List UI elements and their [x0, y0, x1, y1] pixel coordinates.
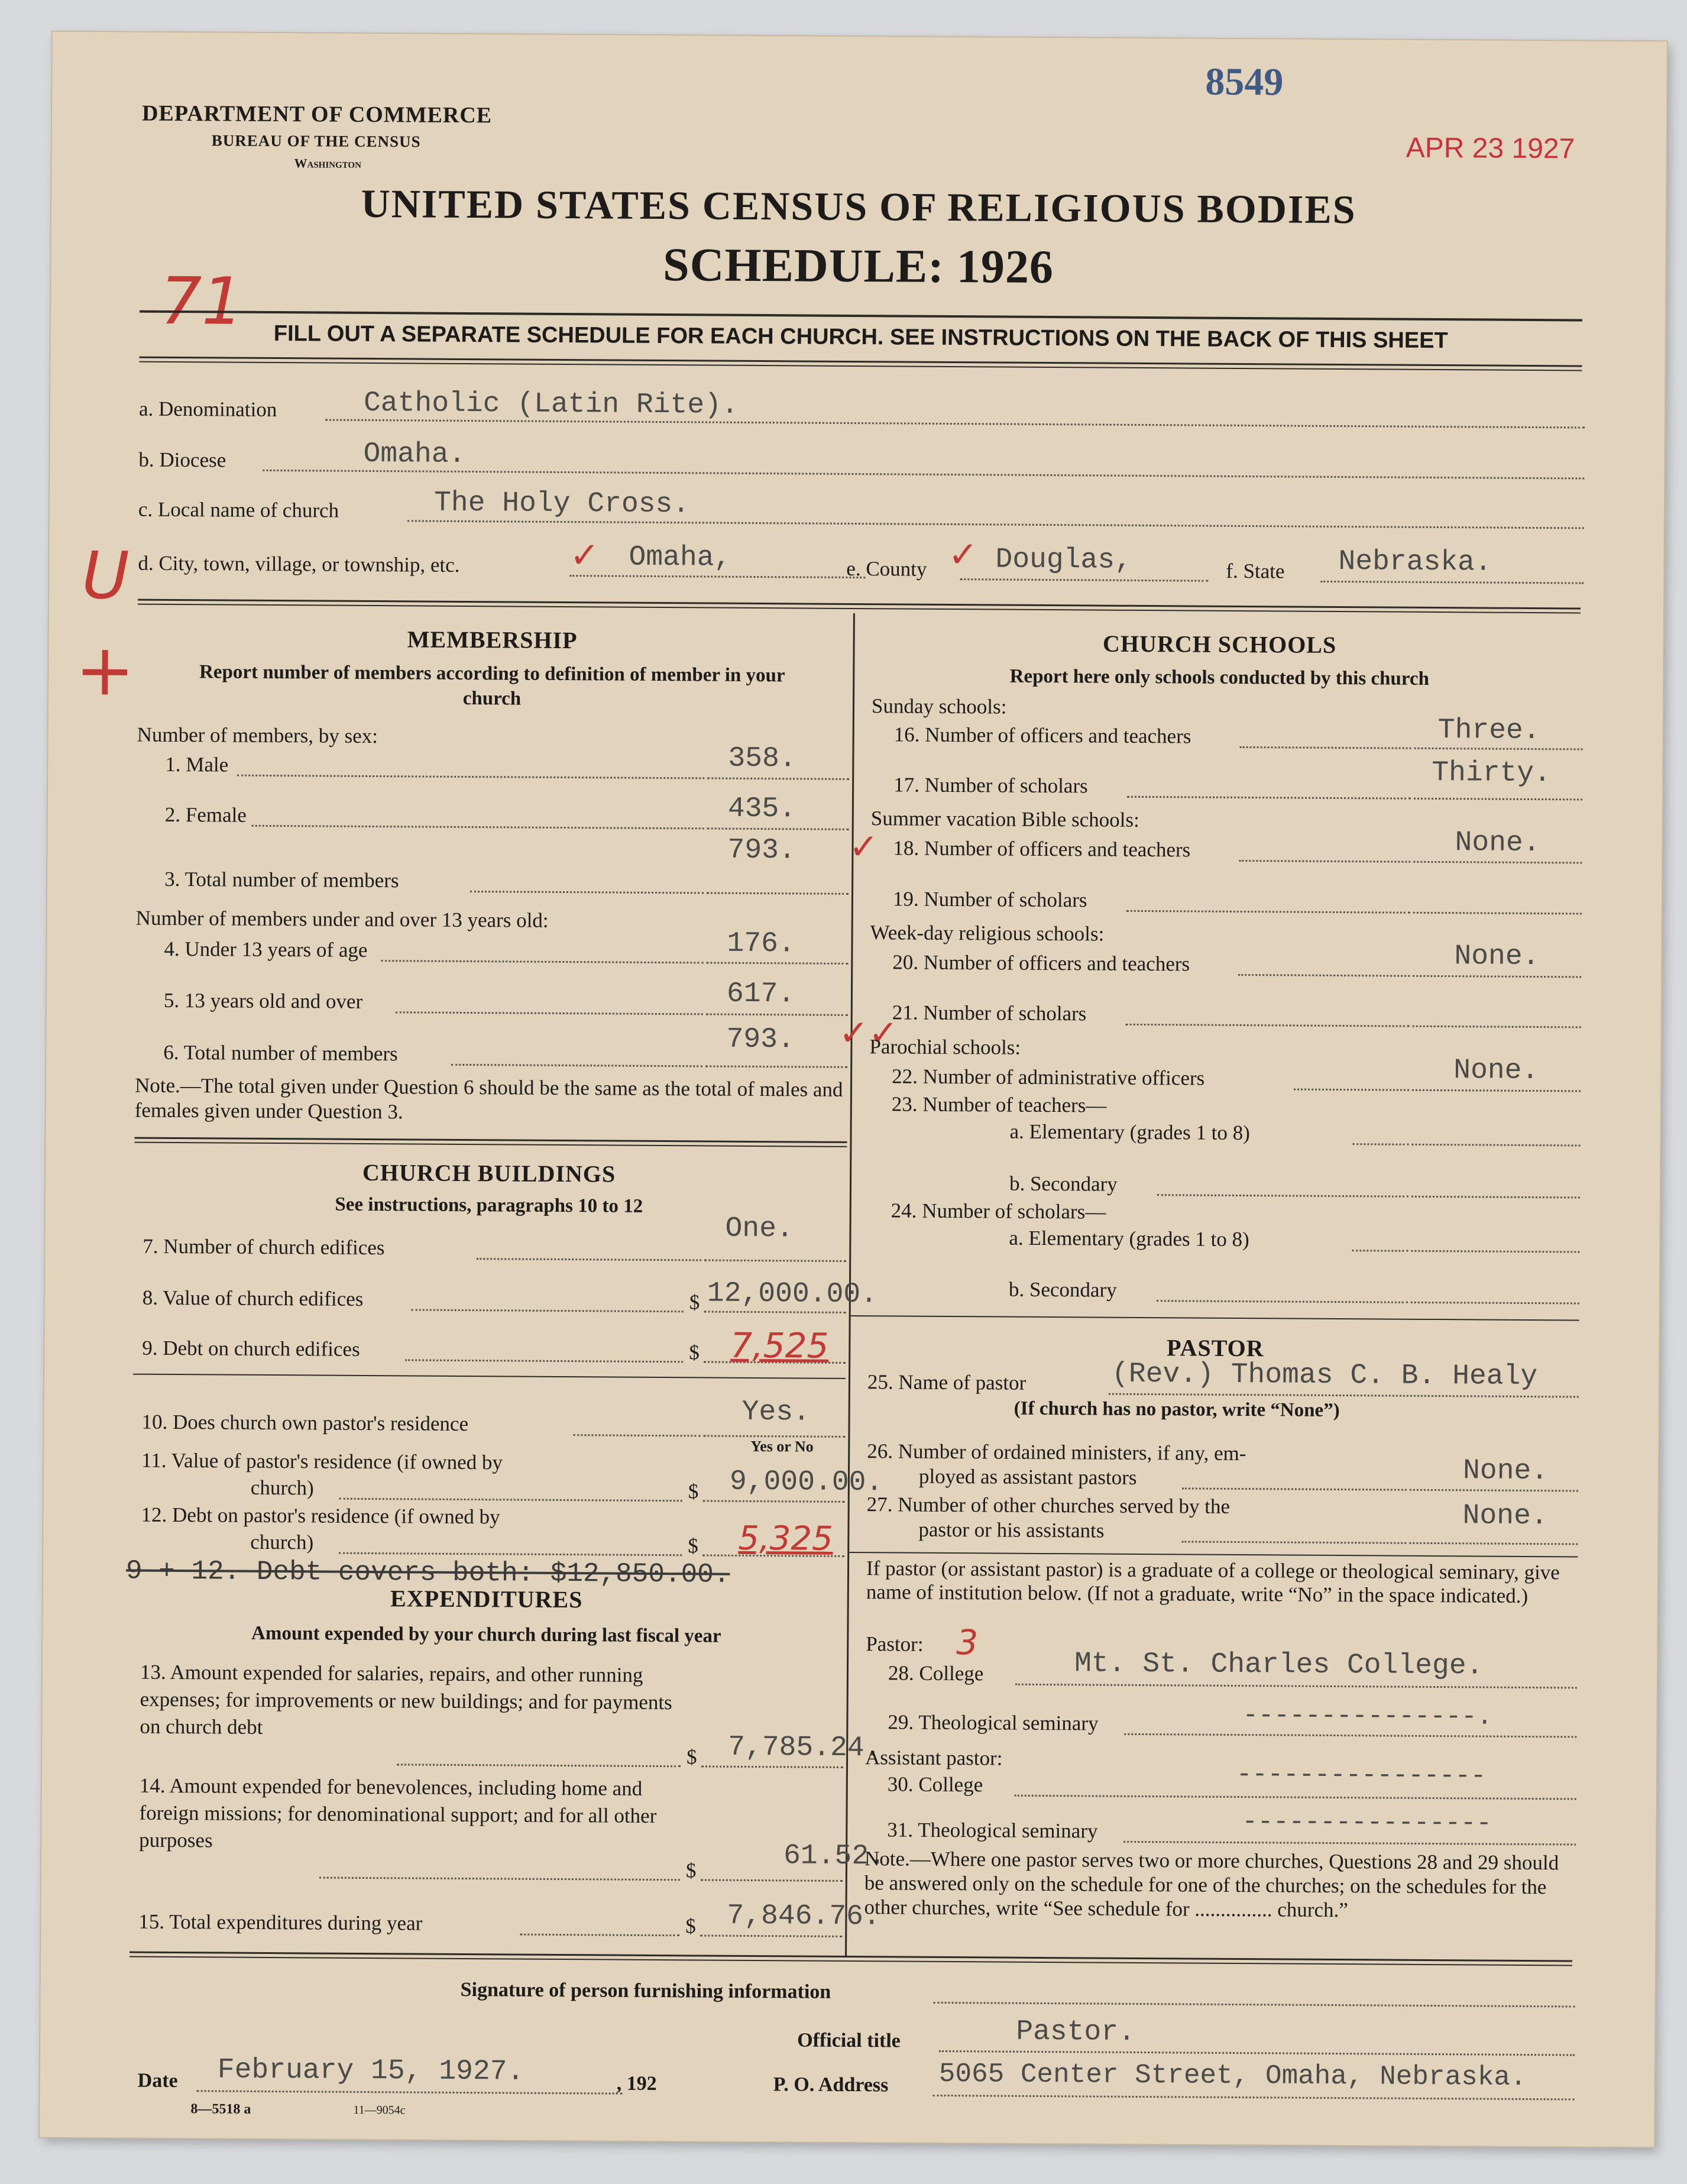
state-label: f. State [1226, 559, 1285, 583]
handwritten-3: 3 [956, 1622, 979, 1663]
q10-label: 10. Does church own pastor's residence [141, 1410, 469, 1436]
q19-label: 19. Number of scholars [892, 887, 1087, 912]
q18-value[interactable]: None. [1455, 827, 1540, 860]
q17-value[interactable]: Thirty. [1432, 756, 1552, 790]
handwritten-71: 71 [160, 263, 244, 339]
q13-dollar: $ [686, 1745, 697, 1769]
schools-heading: CHURCH SCHOOLS [1102, 630, 1337, 658]
official-title-value[interactable]: Pastor. [1016, 2015, 1136, 2049]
q27-label-line2: pastor or his assistants [918, 1518, 1105, 1542]
form-subtitle: SCHEDULE: 1926 [662, 239, 1054, 294]
q6-label: 6. Total number of members [163, 1040, 398, 1066]
bureau-city: Washington [294, 156, 362, 171]
denomination-value[interactable]: Catholic (Latin Rite). [363, 387, 739, 422]
q15-line [520, 1934, 679, 1937]
q23-label: 23. Number of teachers— [891, 1092, 1107, 1117]
census-schedule-sheet [40, 32, 1667, 2147]
print-code-1: 8—5518 a [190, 2101, 251, 2117]
q15-box-line [700, 1934, 842, 1937]
expenditures-heading: EXPENDITURES [390, 1585, 583, 1613]
q15-label: 15. Total expenditures during year [138, 1910, 423, 1935]
q17-label: 17. Number of scholars [893, 773, 1088, 798]
q24a-line [1352, 1250, 1408, 1252]
church-name-value[interactable]: The Holy Cross. [433, 487, 690, 521]
q25-label: 25. Name of pastor [867, 1370, 1027, 1394]
q12-label-line2: church) [250, 1530, 314, 1554]
q29-label: 29. Theological seminary [888, 1710, 1099, 1735]
form-number-stamp: 8549 [1205, 60, 1284, 104]
print-code-2: 11—9054c [353, 2103, 406, 2117]
date-suffix: , 192 [616, 2072, 657, 2095]
handwritten-u: U [81, 538, 130, 614]
date-value[interactable]: February 15, 1927. [217, 2054, 524, 2088]
bureau-name: BUREAU OF THE CENSUS [211, 131, 421, 151]
signature-label: Signature of person furnishing information [460, 1978, 831, 2003]
city-value[interactable]: Omaha, [629, 541, 731, 574]
q15-value[interactable]: 7,846.76. [727, 1900, 880, 1933]
q20-value[interactable]: None. [1454, 940, 1540, 973]
q21-label: 21. Number of scholars [892, 1001, 1087, 1025]
q12-dollar: $ [688, 1534, 698, 1558]
q14-value[interactable]: 61.52. [783, 1840, 886, 1873]
department-name: DEPARTMENT OF COMMERCE [141, 101, 493, 128]
q4-value[interactable]: 176. [727, 927, 795, 960]
date-label: Date [137, 2069, 178, 2092]
q11-label-line1: 11. Value of pastor's residence (if owned by [141, 1448, 503, 1474]
handwritten-plus: + [75, 629, 135, 712]
assistant-pastor-subhead: Assistant pastor: [864, 1746, 1003, 1770]
q27-label-line1: 27. Number of other churches served by the [866, 1493, 1231, 1518]
q26-value[interactable]: None. [1462, 1455, 1549, 1488]
q10-value[interactable]: Yes. [741, 1396, 811, 1429]
buildings-intro: See instructions, paragraphs 10 to 12 [335, 1193, 643, 1217]
q11-label-line2: church) [250, 1476, 314, 1500]
q23b-label: b. Secondary [1009, 1172, 1118, 1196]
pastor-heading: PASTOR [1166, 1334, 1264, 1362]
q1-label: 1. Male [165, 752, 229, 776]
q24a-label: a. Elementary (grades 1 to 8) [1009, 1226, 1249, 1251]
official-title-label: Official title [797, 2029, 901, 2052]
q16-label: 16. Number of officers and teachers [893, 723, 1191, 748]
po-address-line [933, 2095, 1575, 2101]
lower-rule-2 [129, 1956, 1572, 1966]
q22-value[interactable]: None. [1453, 1054, 1539, 1088]
q20-label: 20. Number of officers and teachers [892, 950, 1190, 976]
q14-dollar: $ [685, 1859, 697, 1882]
q8-label: 8. Value of church edifices [142, 1286, 364, 1311]
state-value[interactable]: Nebraska. [1338, 545, 1492, 579]
diocese-label: b. Diocese [138, 448, 226, 472]
membership-note: Note.—The total given under Question 6 should be the same as the total of males and females given under Question 3. [134, 1073, 843, 1124]
q28-label: 28. College [888, 1661, 984, 1685]
q14-box-line [701, 1879, 843, 1881]
q7-value[interactable]: One. [725, 1212, 794, 1245]
q23a-label: a. Elementary (grades 1 to 8) [1009, 1119, 1250, 1145]
q11-value[interactable]: 9,000.00. [729, 1465, 883, 1499]
q30-label: 30. College [887, 1772, 983, 1797]
church-name-label: c. Local name of church [138, 497, 339, 522]
city-label: d. City, town, village, or township, etc. [138, 551, 460, 577]
q4-label: 4. Under 13 years of age [164, 937, 368, 962]
membership-intro: Report number of members according to definition of member in your church [199, 661, 785, 710]
q22-label: 22. Number of administrative officers [892, 1065, 1205, 1090]
members-by-age-label: Number of members under and over 13 years old: [135, 906, 549, 932]
q8-value[interactable]: 12,000.00. [707, 1277, 878, 1311]
q24-label: 24. Number of scholars— [891, 1199, 1106, 1224]
po-address-value[interactable]: 5065 Center Street, Omaha, Nebraska. [938, 2058, 1527, 2093]
pastor-subhead: Pastor: [866, 1632, 924, 1656]
q24b-label: b. Secondary [1008, 1277, 1117, 1302]
schools-intro: Report here only schools conducted by this church [1009, 665, 1429, 690]
q3-label: 3. Total number of members [164, 867, 399, 892]
weekday-schools-label: Week-day religious schools: [870, 921, 1105, 946]
q26-label-line1: 26. Number of ordained ministers, if any, em- [867, 1439, 1246, 1465]
city-check: ✓ [569, 535, 600, 577]
instruction-bar: FILL OUT A SEPARATE SCHEDULE FOR EACH CHURCH. SEE INSTRUCTIONS ON THE BACK OF THIS SHEET [273, 321, 1448, 354]
members-by-sex-label: Number of members, by sex: [137, 723, 378, 748]
q13-value[interactable]: 7,785.24. [728, 1731, 882, 1765]
expenditures-intro: Amount expended by your church during last fiscal year [251, 1622, 721, 1647]
q25-value[interactable]: (Rev.) Thomas C. B. Healy [1111, 1358, 1538, 1393]
q30-value[interactable]: ---------------- [1236, 1759, 1487, 1791]
q25-hint: (If church has no pastor, write “None”) [1014, 1397, 1340, 1422]
q31-label: 31. Theological seminary [887, 1818, 1098, 1843]
q10-hint: Yes or No [750, 1437, 814, 1455]
sunday-schools-label: Sunday schools: [871, 694, 1007, 719]
q13-label: 13. Amount expended for salaries, repairs, and other running expenses; for improvements or new buildings; and for payments on church debt [140, 1660, 672, 1739]
q1-value[interactable]: 358. [728, 742, 796, 775]
q5-value[interactable]: 617. [726, 978, 795, 1011]
received-date-stamp: APR 23 1927 [1406, 132, 1575, 165]
q12-value[interactable]: 5,325 [738, 1519, 833, 1558]
membership-heading: MEMBERSHIP [407, 626, 578, 654]
q7-label: 7. Number of church edifices [143, 1234, 385, 1260]
summer-schools-label: Summer vacation Bible schools: [870, 807, 1139, 831]
q26-label-line2: ployed as assistant pastors [918, 1464, 1137, 1489]
diocese-value[interactable]: Omaha. [363, 438, 466, 471]
form-title: UNITED STATES CENSUS OF RELIGIOUS BODIES [361, 180, 1356, 232]
q9-dollar: $ [689, 1341, 700, 1364]
q31-value[interactable]: ---------------- [1242, 1807, 1492, 1839]
q29-value[interactable]: ---------------. [1242, 1701, 1493, 1732]
q3-check: ✓ [849, 826, 879, 868]
q14-label: 14. Amount expended for benevolences, including home and foreign missions; for denominational support; and for all other purposes [139, 1774, 657, 1852]
q2-label: 2. Female [164, 803, 247, 827]
q2-value[interactable]: 435. [727, 792, 796, 826]
q9-label: 9. Debt on church edifices [142, 1336, 360, 1361]
county-label: e. County [846, 556, 927, 581]
q6-check: ✓✓ [838, 1012, 899, 1054]
q15-dollar: $ [685, 1914, 696, 1938]
q9-value[interactable]: 7,525 [730, 1325, 829, 1366]
q18-label: 18. Number of officers and teachers [893, 836, 1191, 862]
parochial-schools-label: Parochial schools: [869, 1035, 1021, 1059]
po-address-label: P. O. Address [773, 2073, 889, 2096]
county-value[interactable]: Douglas, [995, 543, 1132, 577]
county-check: ✓ [948, 533, 979, 576]
q6-value[interactable]: 793. [726, 1023, 795, 1056]
q14-line [319, 1877, 680, 1881]
strikethrough-debt-note: 9 + 12. Debt covers both: $12,850.00. [125, 1555, 730, 1590]
q23a-line [1352, 1143, 1408, 1146]
pastor-note: Note.—Where one pastor serves two or more churches, Questions 28 and 29 should be answered only on the schedule for one of the churches; on the schedules for the other churches, write “See schedule for ............... church.” [864, 1847, 1559, 1922]
q8-dollar: $ [689, 1290, 700, 1314]
buildings-heading: CHURCH BUILDINGS [362, 1159, 616, 1188]
q12-label-line1: 12. Debt on pastor's residence (if owned by [141, 1503, 500, 1529]
denomination-label: a. Denomination [138, 397, 277, 422]
graduate-note: If pastor (or assistant pastor) is a graduate of a college or theological seminary, give name of institution below. (If not a graduate, write “No” in the space indicated.) [866, 1557, 1560, 1607]
q27-value[interactable]: None. [1462, 1500, 1548, 1533]
signature-line[interactable] [934, 2002, 1575, 2008]
date-line [197, 2090, 623, 2094]
q5-label: 5. 13 years old and over [163, 988, 363, 1013]
q11-dollar: $ [688, 1480, 699, 1503]
q16-value[interactable]: Three. [1437, 714, 1540, 748]
q28-value[interactable]: Mt. St. Charles College. [1074, 1648, 1484, 1683]
q3-value[interactable]: 793. [727, 834, 796, 867]
official-title-line [939, 2050, 1575, 2056]
